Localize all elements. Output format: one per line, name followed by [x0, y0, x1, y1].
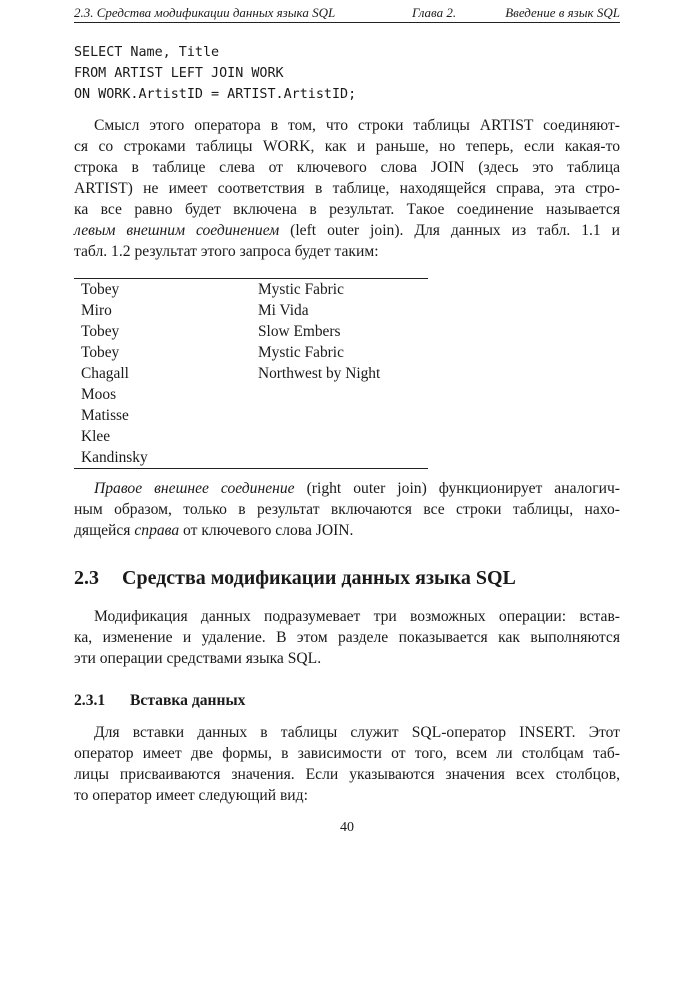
table-row	[74, 384, 428, 405]
text-line: ным образом, только в результат включаются все строки таблицы, нахо-	[74, 501, 620, 518]
cell-name: Kandinsky	[81, 449, 148, 466]
text-line: ARTIST) не имеет соответствия в таблице, находящейся справа, эта стро-	[74, 180, 620, 197]
term-left-outer-join: левым внешним соединением	[74, 222, 280, 239]
page-number: 40	[340, 820, 354, 835]
table-row	[74, 300, 428, 321]
cell-name: Chagall	[81, 365, 129, 382]
code-line: SELECT Name, Title	[74, 45, 220, 60]
section-heading	[74, 564, 516, 592]
section-title: Средства модификации данных языка SQL	[122, 567, 516, 589]
text-line: эти операции средствами языка SQL.	[74, 650, 322, 667]
sql-code-block	[74, 42, 356, 105]
header-chapter-title: Введение в язык SQL	[505, 5, 620, 20]
table-row	[74, 342, 428, 363]
table-row	[74, 279, 428, 300]
query-result-table	[74, 278, 428, 469]
text-line: Смысл этого оператора в том, что строки таблицы ARTIST соединяют-	[94, 117, 620, 134]
code-line: ON WORK.ArtistID = ARTIST.ArtistID;	[74, 87, 357, 102]
text-line: дящейся справа от ключевого слова JOIN.	[74, 522, 354, 539]
text-line: табл. 1.2 результат этого запроса будет таким:	[74, 243, 379, 260]
running-header	[74, 4, 620, 23]
text-line: строка в таблице слева от ключевого слова JOIN (здесь это таблица	[74, 159, 620, 176]
subsection-number: 2.3.1	[74, 692, 106, 709]
cell-title: Mystic Fabric	[258, 344, 344, 361]
table-row	[74, 447, 428, 468]
text-line: Модификация данных подразумевает три возможных операции: встав-	[94, 608, 620, 625]
header-section-title: 2.3. Средства модификации данных языка SQL	[74, 5, 336, 20]
header-chapter-label: Глава 2.	[412, 5, 457, 20]
table-row	[74, 321, 428, 342]
document-page	[74, 0, 620, 990]
table-row	[74, 426, 428, 447]
cell-name: Miro	[81, 302, 112, 319]
cell-name: Moos	[81, 386, 117, 403]
paragraph-right-join	[74, 478, 620, 541]
subsection-heading	[74, 690, 245, 712]
subsection-title: Вставка данных	[130, 692, 246, 709]
table-row	[74, 363, 428, 384]
text-line: лицы присваиваются значения. Если указываются значения всех столбцов,	[74, 766, 620, 783]
text-line: ка, изменение и удаление. В этом разделе показывается как выполняются	[74, 629, 620, 646]
section-number: 2.3	[74, 567, 99, 589]
text-line: то оператор имеет следующий вид:	[74, 787, 308, 804]
cell-title: Mystic Fabric	[258, 281, 344, 298]
text-line: Для вставки данных в таблицы служит SQL-оператор INSERT. Этот	[94, 724, 620, 741]
cell-title: Mi Vida	[258, 302, 309, 319]
paragraph-modification	[74, 606, 620, 669]
text-line: левым внешним соединением (left outer join). Для данных из табл. 1.1 и	[74, 222, 621, 239]
text-line: ка все равно будет включена в результат. Такое соединение называется	[74, 201, 620, 218]
table-row	[74, 405, 428, 426]
cell-name: Tobey	[81, 323, 120, 340]
paragraph-left-join	[74, 115, 620, 262]
term-right-outer-join: Правое внешнее соединение	[94, 480, 295, 497]
term-right: справа	[134, 522, 180, 539]
cell-title: Slow Embers	[258, 323, 341, 340]
code-line: FROM ARTIST LEFT JOIN WORK	[74, 66, 284, 81]
text-line: оператор имеет две формы, в зависимости от того, всем ли столбцам таб-	[74, 745, 620, 762]
cell-name: Matisse	[81, 407, 129, 424]
cell-name: Klee	[81, 428, 111, 445]
paragraph-insert	[74, 722, 620, 806]
text-line: Правое внешнее соединение (right outer join) функционирует аналогич-	[94, 480, 620, 497]
cell-name: Tobey	[81, 281, 120, 298]
cell-name: Tobey	[81, 344, 120, 361]
text-line: ся со строками таблицы WORK, как и раньше, но теперь, если какая-то	[74, 138, 620, 155]
cell-title: Northwest by Night	[258, 365, 381, 382]
